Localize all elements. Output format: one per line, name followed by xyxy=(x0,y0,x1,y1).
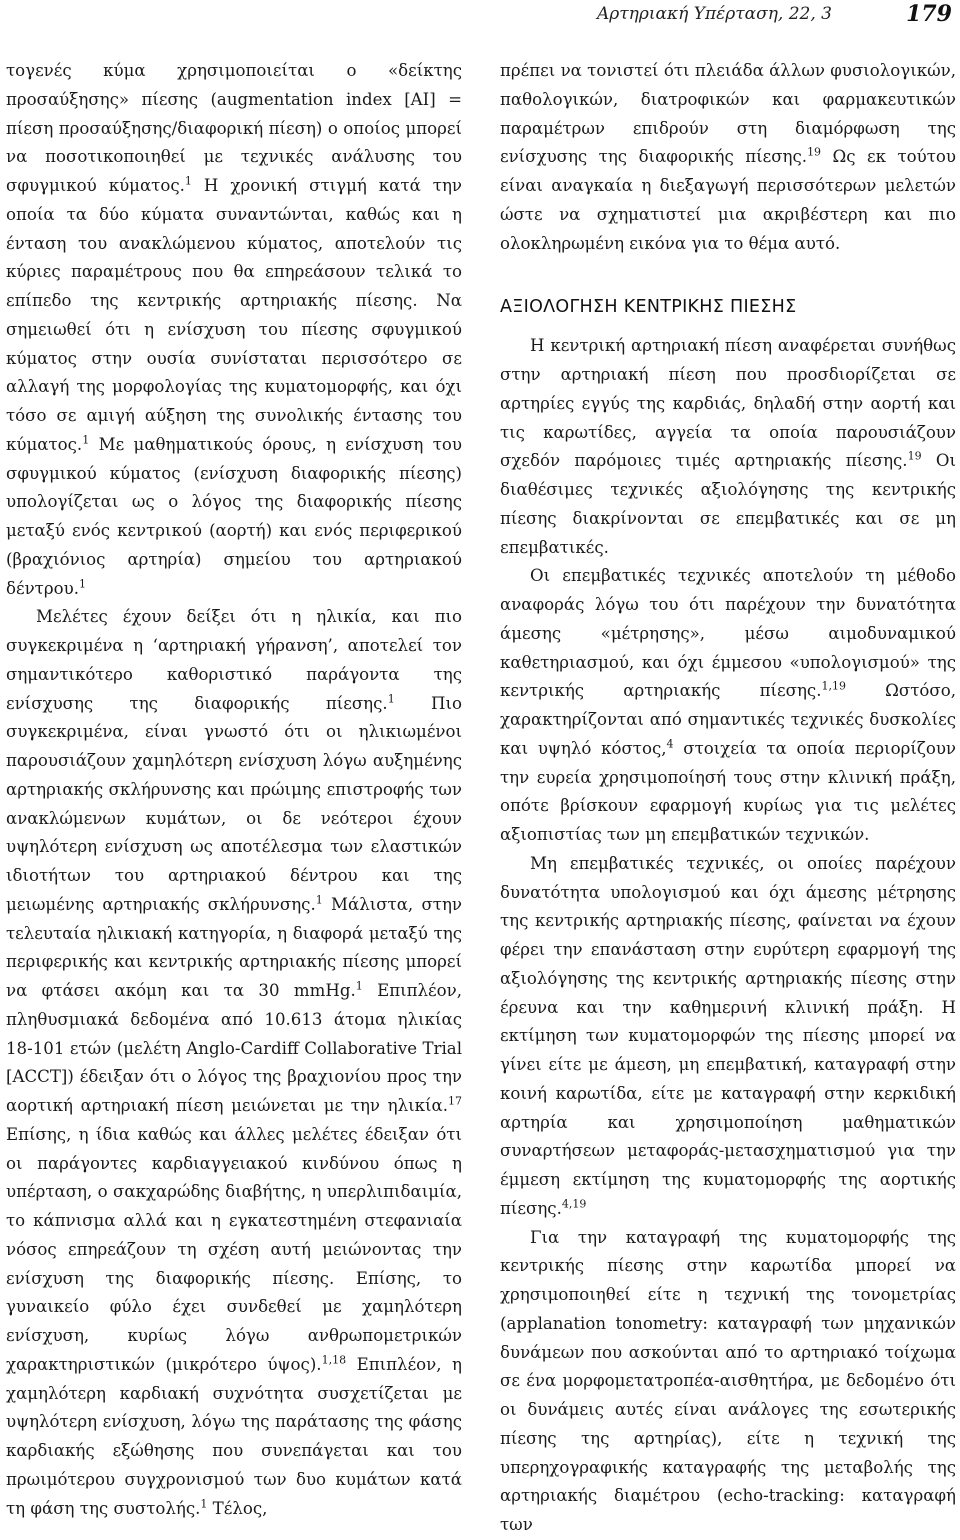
text-run: Ως εκ τούτου είναι αναγκαία η διεξαγωγή περισσότερων μελετών ώστε να σχηματιστεί μια ακριβέστερη και πιο ολοκληρωμένη εικόνα για το θέμα αυτό. xyxy=(500,147,956,253)
running-header xyxy=(0,1,960,34)
text-run: Οι διαθέσιμες τεχνικές αξιολόγησης της κεντρικής πίεσης διακρίνονται σε επεμβατικές και σε μη επεμβατικές. xyxy=(500,451,956,557)
text-run: τογενές κύμα χρησιμοποιείται ο «δείκτης προσαύξησης» πίεσης (augmentation index [AI] = πίεση προσαύξησης/διαφορική πίεση) ο οποίος μπορεί να ποσοτικοποιηθεί με τεχνικές ανάλυσης του σφυγμικού κύματος. xyxy=(6,61,462,195)
page-number: 179 xyxy=(906,1,952,27)
text-run: Μάλιστα, στην τελευταία ηλικιακή κατηγορία, η διαφορά μεταξύ της περιφερικής και κεντρικής αρτηριακής πίεσης μπορεί να φτάσει ακόμη και τα 30 mmHg. xyxy=(6,894,462,1000)
citation-ref: 1 xyxy=(78,576,86,590)
citation-ref: 1,19 xyxy=(821,679,846,693)
text-run: Με μαθηματικούς όρους, η ενίσχυση του σφυγμικού κύματος (ενίσχυση διαφορικής πίεσης) υπολογίζεται ως ο λόγος της διαφορικής πίεσης μεταξύ ενός κεντρικού (αορτή) και ενός περιφερικού (βραχιόνιος αρτηρία) σημείου του αρτηριακού δέντρου. xyxy=(6,434,462,598)
citation-ref: 1 xyxy=(387,691,395,705)
paragraph xyxy=(500,332,956,562)
paragraph xyxy=(500,850,956,1224)
citation-ref: 19 xyxy=(907,449,922,463)
citation-ref: 1 xyxy=(184,174,192,188)
text-run: στοιχεία τα οποία περιορίζουν την ευρεία χρησιμοποίησή τους στην κλινική πράξη, οπότε βρίσκουν εφαρμογή κυρίως για τις μελέτες αξιοπιστίας των μη επεμβατικών τεχνικών. xyxy=(500,738,956,844)
citation-ref: 1 xyxy=(315,893,323,907)
citation-ref: 17 xyxy=(448,1094,462,1108)
paragraph xyxy=(6,57,462,603)
citation-ref: 4,19 xyxy=(561,1197,587,1211)
citation-ref: 4 xyxy=(666,737,674,751)
text-run: Η χρονική στιγμή κατά την οποία τα δύο κύματα συναντώνται, καθώς και η ένταση του ανακλώμενου κύματος, αποτελούν τις κύριες παραμέτρους που θα επηρεάσουν τελικά το επίπεδο της κεντρικής αρτηριακής πίεσης. Να σημειωθεί ότι η ενίσχυση του πίεσης σφυγμικού κύματος στην ουσία συνίσταται περισσότερο σε αλλαγή της μορφολογίας της κυματομορφής, και όχι τόσο σε αμιγή αύξηση της συνολικής έντασης του κύματος. xyxy=(6,176,462,454)
paragraph xyxy=(500,1224,956,1540)
text-run: Επιπλέον, πληθυσμιακά δεδομένα από 10.613 άτομα ηλικίας 18-101 ετών (μελέτη Anglo-Cardiff Collaborative Trial [ACCT]) έδειξαν ότι ο λόγος της βραχιονίου προς την αορτική αρτηριακή πίεση μειώνεται με την ηλικία. xyxy=(6,981,463,1115)
section-heading: ΑΞΙΟΛΟΓΗΣΗ ΚΕΝΤΡΙΚΗΣ ΠΙΕΣΗΣ xyxy=(500,297,797,318)
text-run: Πιο συγκεκριμένα, είναι γνωστό ότι οι ηλικιωμένοι παρουσιάζουν χαμηλότερη ενίσχυση λόγω αυξημένης αρτηριακής σκλήρυνσης και πρώιμης επιστροφής των ανακλώμενων κυμάτων, οι δε νεότεροι έχουν υψηλότερη ενίσχυση ως αποτέλεσμα των ελαστικών ιδιοτήτων του αρτηριακού δέντρου και της μειωμένης αρτηριακής σκλήρυνσης. xyxy=(6,693,462,914)
text-run: Τέλος, xyxy=(207,1498,268,1518)
citation-ref: 1,18 xyxy=(321,1353,347,1367)
citation-ref: 1 xyxy=(82,433,90,447)
left-column xyxy=(6,57,462,1523)
text-run: Επιπλέον, η χαμηλότερη καρδιακή συχνότητα συσχετίζεται με υψηλότερη ενίσχυση, λόγω της παράτασης της φάσης καρδιακής εξώθησης που συνεπάγεται και του πρωιμότερου συγχρονισμού των δυο κυμάτων κατά τη φάση της συστολής. xyxy=(6,1354,462,1518)
paragraph xyxy=(6,603,462,1523)
paragraph xyxy=(500,57,956,258)
text-run: Επίσης, η ίδια καθώς και άλλες μελέτες έδειξαν ότι οι παράγοντες καρδιαγγειακού κινδύνου όπως η υπέρταση, ο σακχαρώδης διαβήτης, η υπερλιπιδαιμία, το κάπνισμα αλλά και η εγκατεστημένη στεφανιαία νόσος επηρεάζουν τη σχέση αυτή μειώνοντας την ενίσχυση της διαφορικής πίεσης. Επίσης, το γυναικείο φύλο έχει συνδεθεί με χαμηλότερη ενίσχυση, κυρίως λόγω ανθρωπομετρικών χαρακτηριστικών (μικρότερο ύψος). xyxy=(6,1124,462,1374)
text-run: Οι επεμβατικές τεχνικές αποτελούν τη μέθοδο αναφοράς λόγω του ότι παρέχουν την δυνατότητα άμεσης «μέτρησης», μέσω αιμοδυναμικού καθετηριασμού, και όχι έμμεσου «υπολογισμού» της κεντρικής αρτηριακής πίεσης. xyxy=(500,566,956,701)
text-run: πρέπει να τονιστεί ότι πλειάδα άλλων φυσιολογικών, παθολογικών, διατροφικών και φαρμακευτικών παραμέτρων επιδρούν στη διαμόρφωση της ενίσχυσης της διαφορικής πίεσης. xyxy=(500,61,956,167)
citation-ref: 19 xyxy=(807,145,822,159)
journal-reference: Αρτηριακή Υπέρταση, 22, 3 xyxy=(597,4,832,24)
text-run: Μελέτες έχουν δείξει ότι η ηλικία, και πιο συγκεκριμένα η ‘αρτηριακή γήρανση’, αποτελεί τον σημαντικότερο καθοριστικό παράγοντα της ενίσχυσης της διαφορικής πίεσης. xyxy=(6,607,462,713)
citation-ref: 1 xyxy=(355,979,363,993)
text-run: Για την καταγραφή της κυματομορφής της κεντρικής πίεσης στην καρωτίδα μπορεί να χρησιμοποιηθεί είτε η τεχνική της τονομετρίας (applanation tonometry: καταγραφή των μηχανικών δυνάμεων που ασκούνται από το αρτηριακό τοίχωμα σε ένα μορφομετατροπέα-αισθητήρα, με δεδομένο ότι οι δυνάμεις αυτές είναι ανάλογες της εσωτερικής πίεσης της αρτηρίας), είτε η τεχνική της υπερηχογραφικής καταγραφής της μεταβολής της αρτηριακής διαμέτρου (echo-tracking: καταγραφή των xyxy=(500,1227,956,1534)
citation-ref: 1 xyxy=(200,1496,208,1510)
text-run: Η κεντρική αρτηριακή πίεση αναφέρεται συνήθως στην αρτηριακή πίεση που προσδιορίζεται σε αρτηρίες εγγύς της καρδιάς, δηλαδή στην αορτή και τις καρωτίδες, αγγεία τα οποία παρουσιάζουν σχεδόν παρόμοιες τιμές αρτηριακής πίεσης. xyxy=(500,336,956,471)
text-run: Μη επεμβατικές τεχνικές, οι οποίες παρέχουν δυνατότητα υπολογισμού και όχι άμεσης μέτρησης της κεντρικής αρτηριακής πίεσης, φαίνεται να έχουν φέρει την επανάσταση στην ευρύτερη εφαρμογή της αξιολόγησης της κεντρικής αρτηριακής πίεσης στην έρευνα και την καθημερινή κλινική πράξη. Η εκτίμηση των κυματομορφών της πίεσης μπορεί να γίνει είτε με άμεση, μη επεμβατική, καταγραφή στην κοινή καρωτίδα, είτε με καταγραφή στην κερκιδική αρτηρία και χρησιμοποίηση μαθηματικών συναρτήσεων μεταφοράς-μετασχηματισμού για την έμμεση εκτίμηση της κυματομορφής της αορτικής πίεσης. xyxy=(500,853,956,1218)
text-run: Ωστόσο, χαρακτηρίζονται από σημαντικές τεχνικές δυσκολίες και υψηλό κόστος, xyxy=(500,681,956,758)
paragraph xyxy=(500,562,956,850)
right-column xyxy=(500,57,956,1540)
